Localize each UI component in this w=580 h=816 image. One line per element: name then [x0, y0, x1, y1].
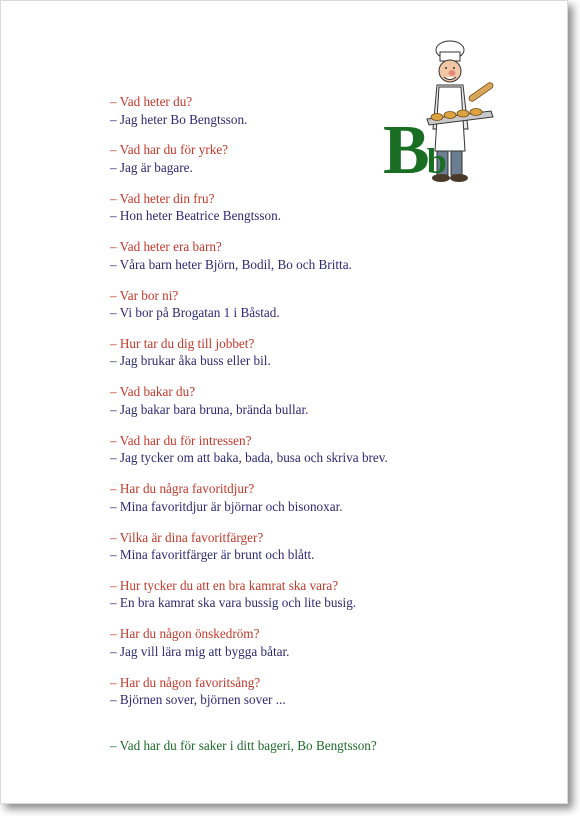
qa-item: [110, 674, 510, 722]
answer: – Björnen sover, björnen sover ...: [110, 692, 286, 708]
qa-item: [110, 480, 510, 528]
question: – Vad heter din fru?: [110, 190, 215, 206]
question: – Vad har du för intressen?: [110, 432, 252, 448]
answer: – Jag heter Bo Bengtsson.: [110, 111, 248, 127]
uppercase-letter: B: [383, 112, 427, 189]
question: – Har du några favoritdjur?: [110, 481, 255, 497]
answer: – Mina favoritfärger är brunt och blått.: [110, 547, 315, 563]
answer: – Våra barn heter Björn, Bodil, Bo och Britta.: [110, 256, 352, 272]
answer: – En bra kamrat ska vara bussig och lite busig.: [110, 595, 357, 611]
qa-item: [110, 577, 510, 625]
question: – Vad bakar du?: [110, 384, 196, 400]
qa-item: [110, 93, 510, 141]
answer: – Jag vill lära mig att bygga båtar.: [110, 643, 290, 659]
answer: – Mina favoritdjur är björnar och bisonoxar.: [110, 498, 343, 514]
qa-item: [110, 141, 510, 189]
answer: – Jag tycker om att baka, bada, busa och skriva brev.: [110, 450, 388, 466]
question: – Har du någon önskedröm?: [110, 626, 260, 642]
qa-item: [110, 287, 510, 335]
qa-item: [110, 383, 510, 431]
final-question: – Vad har du för saker i ditt bageri, Bo Bengtsson?: [110, 738, 377, 753]
question: – Hur tar du dig till jobbet?: [110, 335, 255, 351]
question: – Vad heter era barn?: [110, 239, 222, 255]
question: – Vilka är dina favoritfärger?: [110, 529, 264, 545]
qa-item: [110, 625, 510, 673]
question: – Var bor ni?: [110, 287, 179, 303]
question-answer-list: [110, 93, 510, 722]
answer: – Hon heter Beatrice Bengtsson.: [110, 208, 282, 224]
qa-item: [110, 335, 510, 383]
lowercase-letter: b: [426, 141, 447, 181]
qa-item: [110, 190, 510, 238]
answer: – Jag brukar åka buss eller bil.: [110, 353, 271, 369]
qa-item: [110, 432, 510, 480]
qa-item: [110, 238, 510, 286]
qa-item: [110, 529, 510, 577]
question: – Hur tycker du att en bra kamrat ska vara?: [110, 577, 339, 593]
answer: – Vi bor på Brogatan 1 i Båstad.: [110, 305, 280, 321]
question: – Vad heter du?: [110, 94, 193, 109]
question: – Har du någon favoritsång?: [110, 674, 261, 690]
question: – Vad har du för yrke?: [110, 142, 229, 158]
answer: – Jag är bagare.: [110, 159, 193, 175]
answer: – Jag bakar bara bruna, brända bullar.: [110, 401, 309, 417]
